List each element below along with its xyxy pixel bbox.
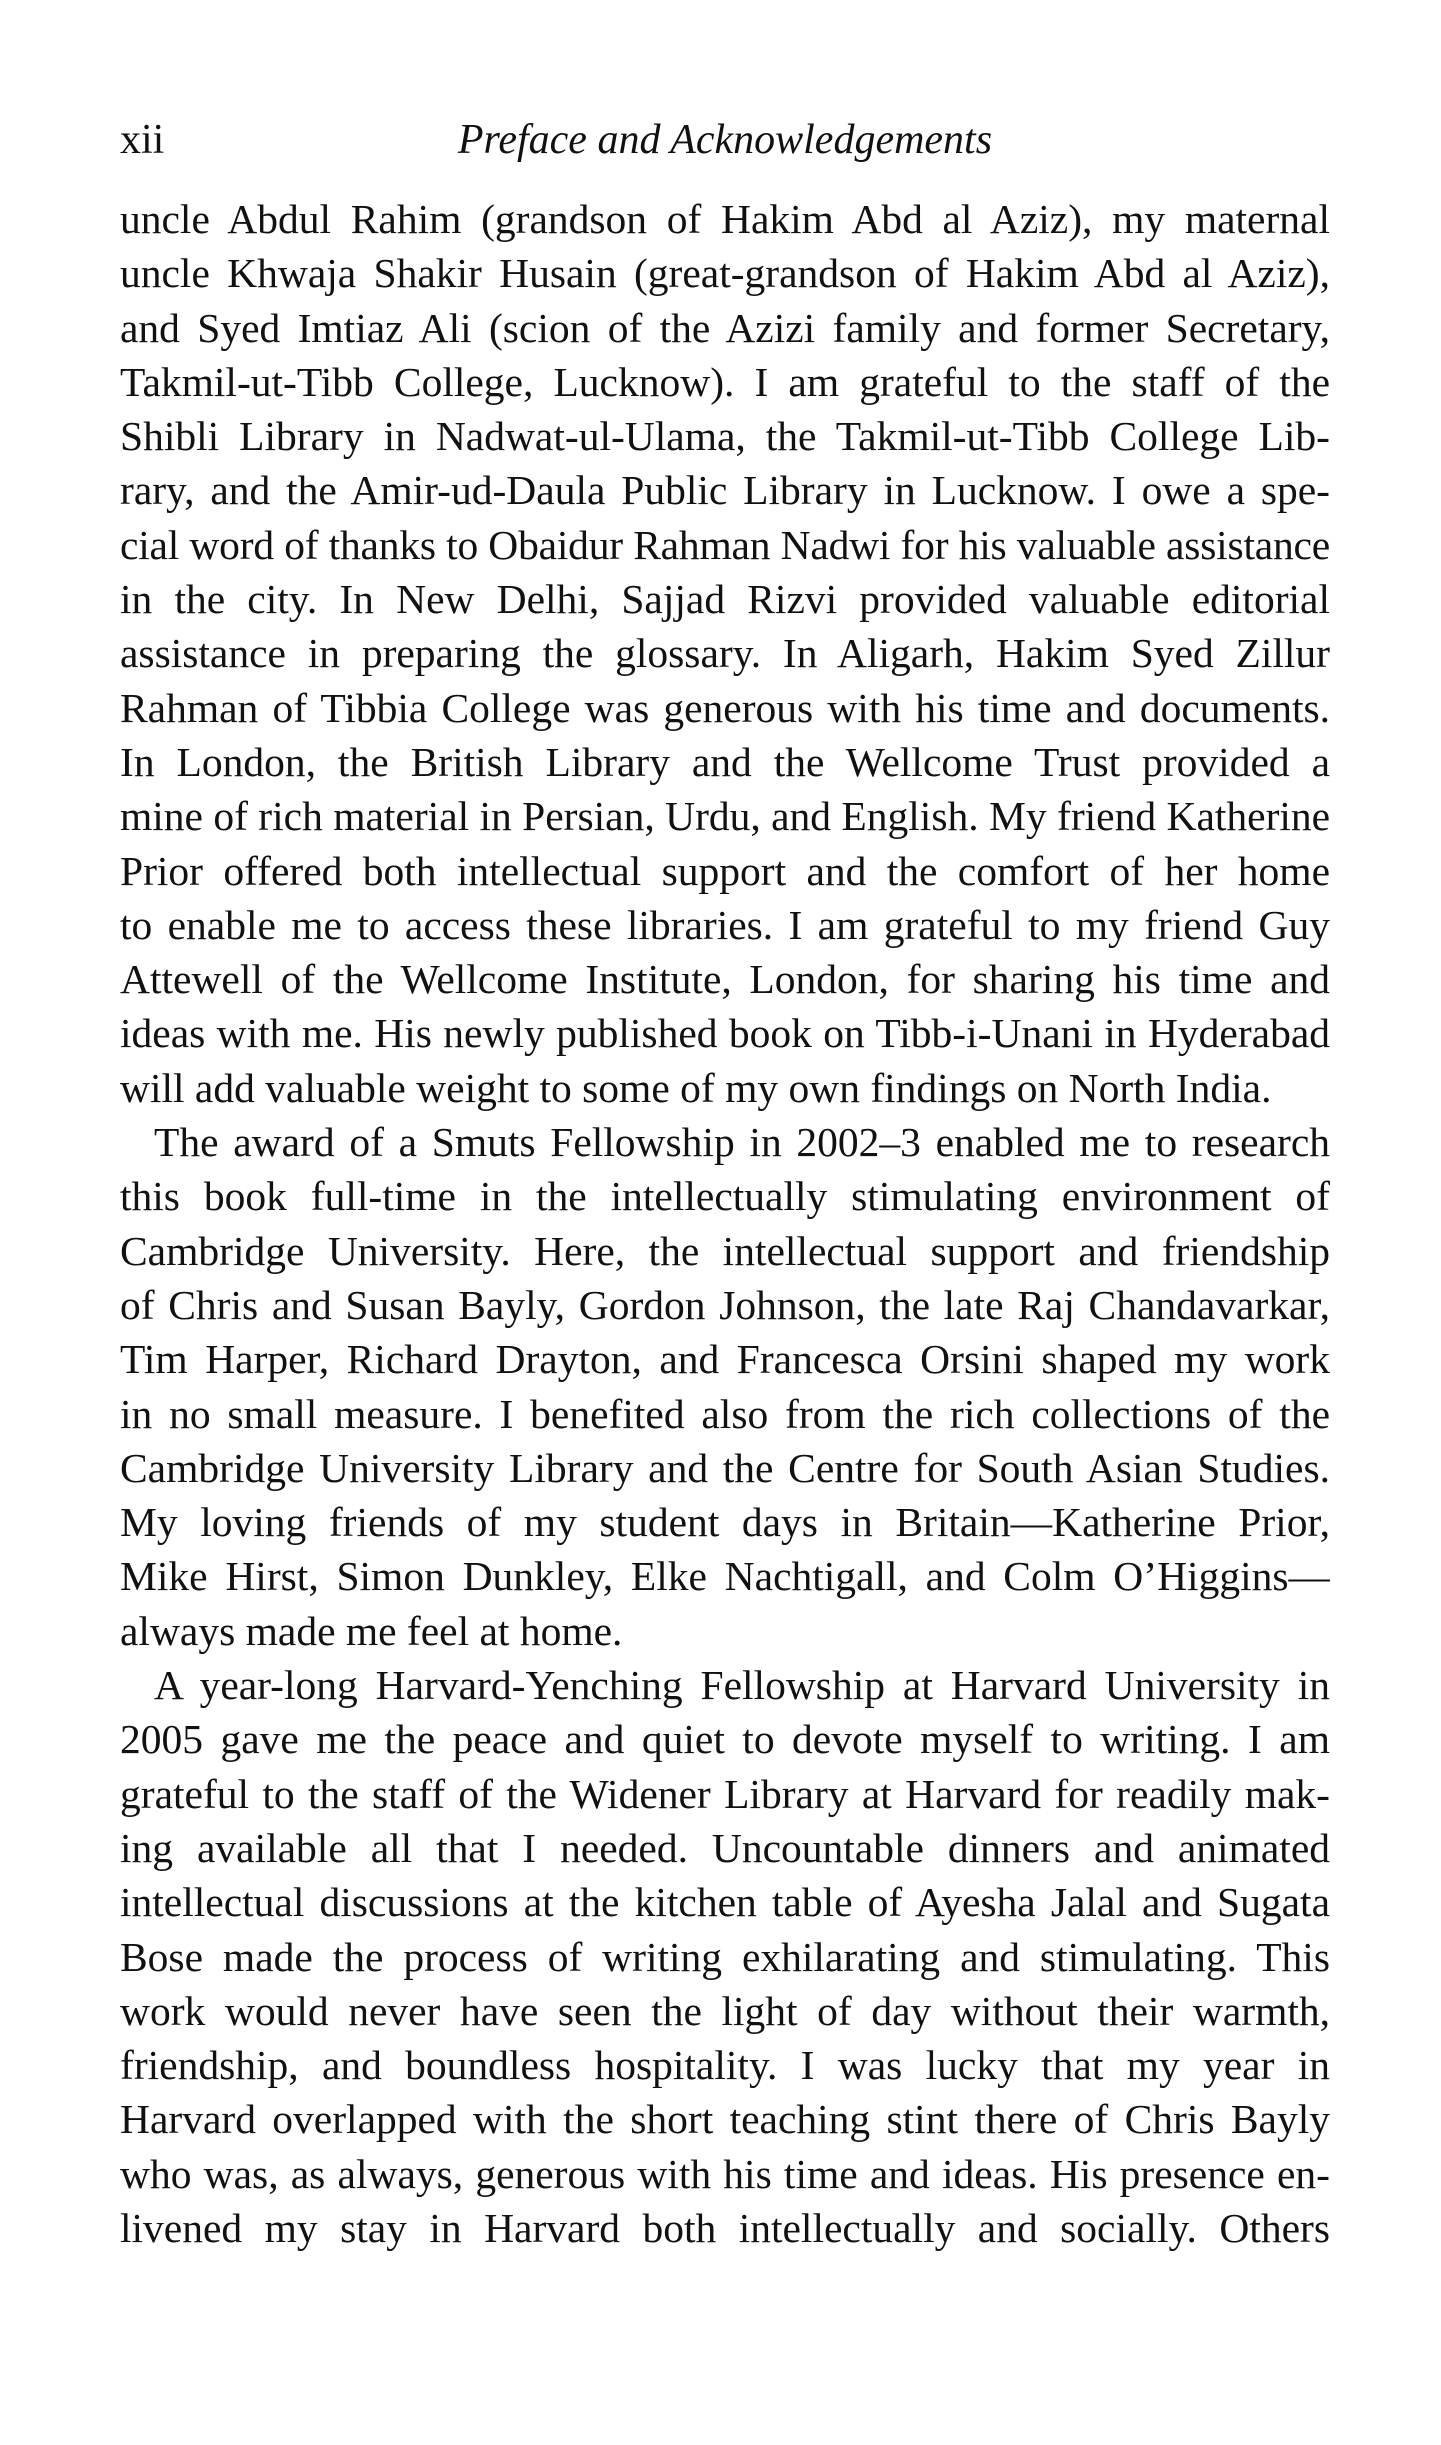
text-line: friendship, and boundless hospitality. I was lucky that my year in [120,2042,1330,2089]
text-line: will add valuable weight to some of my own findings on North India. [120,1064,1272,1111]
text-line: 2005 gave me the peace and quiet to devote myself to writing. I am [120,1716,1330,1763]
text-line: Takmil-ut-Tibb College, Lucknow). I am grateful to the staff of the [120,358,1330,405]
text-line: in no small measure. I benefited also from the rich collections of the [120,1390,1330,1437]
text-line: Cambridge University Library and the Centre for South Asian Studies. [120,1444,1330,1491]
text-line: My loving friends of my student days in Britain—Katherine Prior, [120,1499,1330,1546]
text-line: ideas with me. His newly published book on Tibb-i-Unani in Hyderabad [120,1010,1330,1057]
text-line: Prior offered both intellectual support and the comfort of her home [120,847,1330,894]
text-line: rary, and the Amir-ud-Daula Public Library in Lucknow. I owe a spe- [120,467,1330,514]
text-line: assistance in preparing the glossary. In Aligarh, Hakim Syed Zillur [120,630,1330,677]
text-line: uncle Khwaja Shakir Husain (great-grandson of Hakim Abd al Aziz), [120,250,1330,297]
text-line: Tim Harper, Richard Drayton, and Francesca Orsini shaped my work [120,1336,1330,1383]
text-line: Shibli Library in Nadwat-ul-Ulama, the Takmil-ut-Tibb College Lib- [120,413,1330,460]
body-text [120,192,1330,2255]
text-line: mine of rich material in Persian, Urdu, and English. My friend Katherine [120,793,1330,840]
text-line: always made me feel at home. [120,1607,623,1654]
text-line: livened my stay in Harvard both intellectually and socially. Others [120,2204,1330,2251]
text-line: in the city. In New Delhi, Sajjad Rizvi provided valuable editorial [120,576,1330,623]
text-line: Mike Hirst, Simon Dunkley, Elke Nachtigall, and Colm O’Higgins— [120,1553,1330,1600]
text-line: A year-long Harvard-Yenching Fellowship at Harvard University in [154,1662,1330,1709]
text-line: and Syed Imtiaz Ali (scion of the Azizi family and former Secretary, [120,304,1330,351]
text-line: Attewell of the Wellcome Institute, London, for sharing his time and [120,956,1330,1003]
text-line: Cambridge University. Here, the intellectual support and friendship [120,1227,1330,1274]
text-line: grateful to the staff of the Widener Library at Harvard for readily mak- [120,1770,1330,1817]
page-number: xii [120,117,165,163]
book-page [120,110,1330,2255]
text-line: Harvard overlapped with the short teaching stint there of Chris Bayly [120,2096,1330,2143]
text-line: Rahman of Tibbia College was generous with his time and documents. [120,684,1330,731]
text-line: this book full-time in the intellectually stimulating environment of [120,1173,1330,1220]
running-head-title: Preface and Acknowledgements [457,117,993,163]
running-head [120,110,1330,170]
text-line: ing available all that I needed. Uncountable dinners and animated [120,1824,1330,1871]
text-line: In London, the British Library and the Wellcome Trust provided a [120,738,1330,785]
text-line: intellectual discussions at the kitchen table of Ayesha Jalal and Sugata [120,1879,1330,1926]
text-line: work would never have seen the light of day without their warmth, [120,1987,1330,2034]
text-line: The award of a Smuts Fellowship in 2002–3 enabled me to research [154,1119,1330,1166]
text-line: who was, as always, generous with his time and ideas. His presence en- [120,2150,1330,2197]
text-line: Bose made the process of writing exhilarating and stimulating. This [120,1933,1330,1980]
text-line: cial word of thanks to Obaidur Rahman Nadwi for his valuable assistance [120,521,1330,568]
text-line: of Chris and Susan Bayly, Gordon Johnson, the late Raj Chandavarkar, [120,1281,1330,1328]
text-line: uncle Abdul Rahim (grandson of Hakim Abd al Aziz), my maternal [120,196,1330,242]
text-line: to enable me to access these libraries. I am grateful to my friend Guy [120,901,1330,948]
